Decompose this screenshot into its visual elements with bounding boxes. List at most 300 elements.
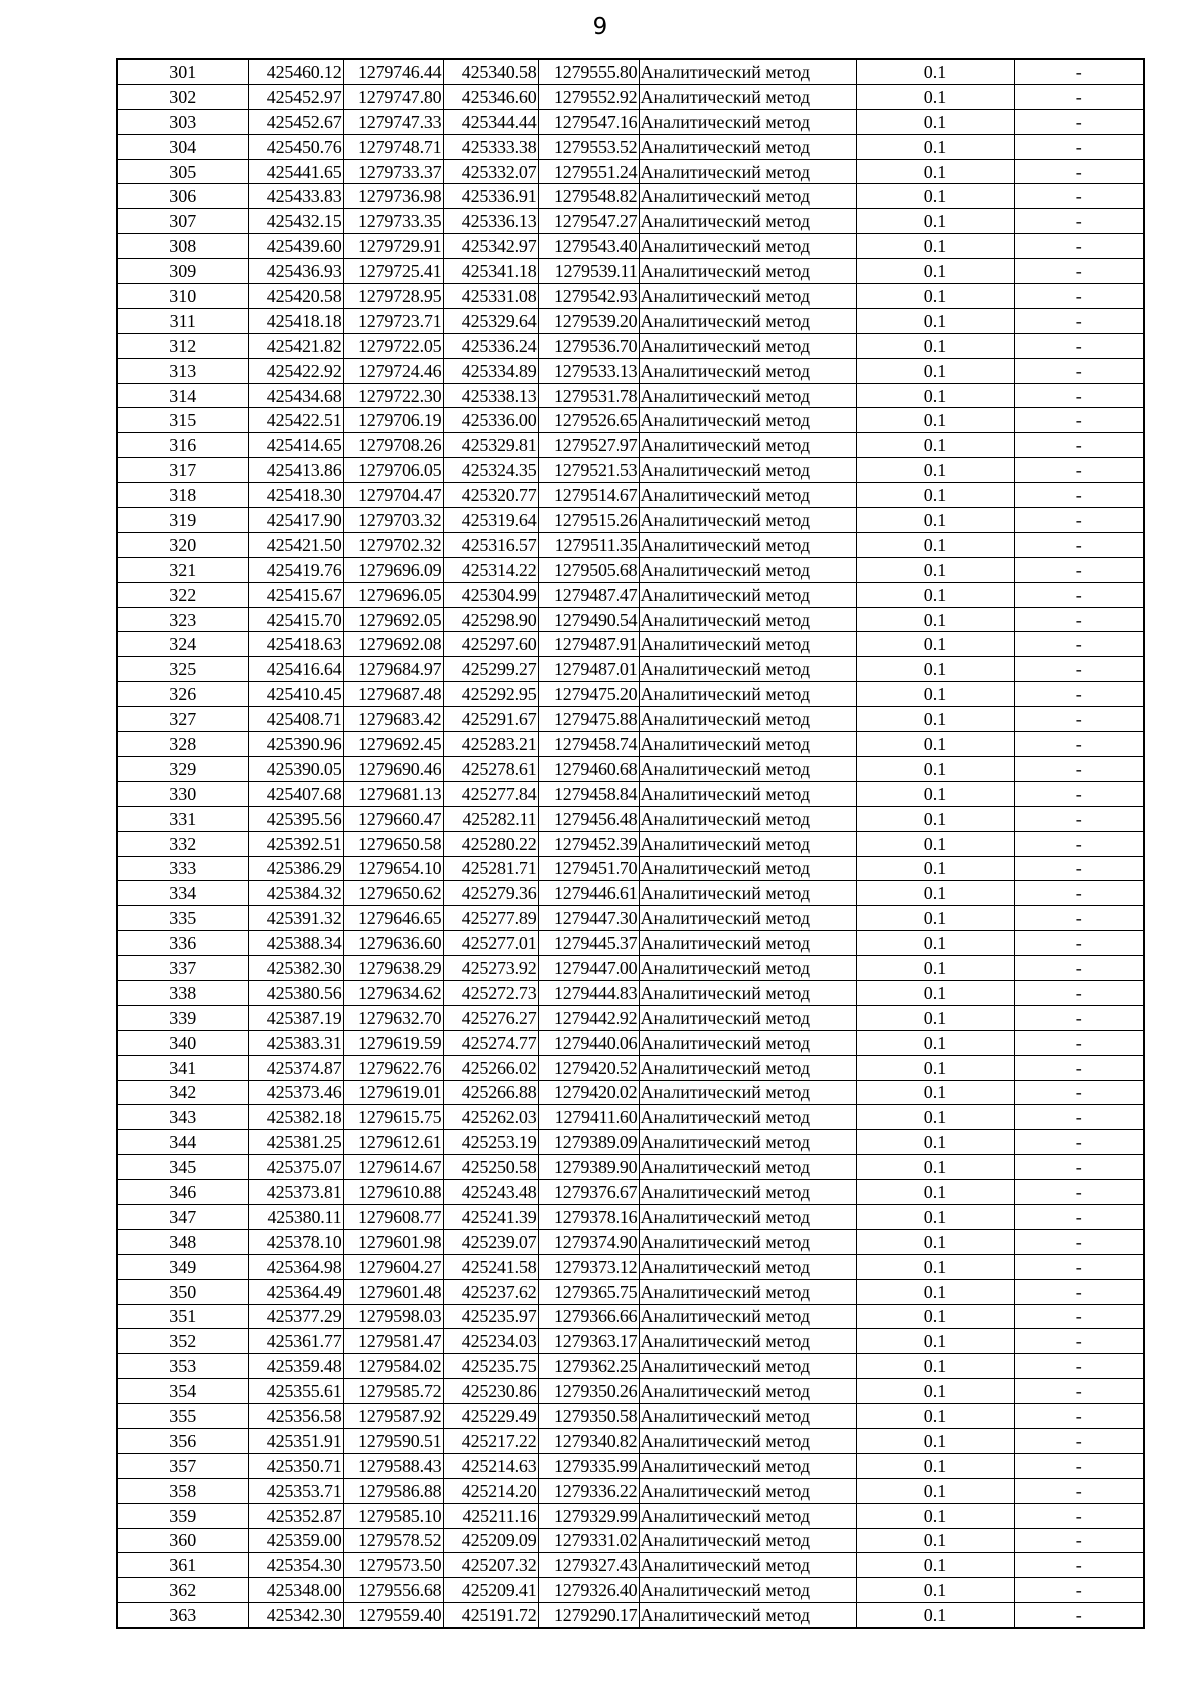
y-old-cell: 1279614.67 [343, 1155, 443, 1180]
y-old-cell: 1279660.47 [343, 806, 443, 831]
note-cell: - [1014, 59, 1144, 84]
note-cell: - [1014, 1478, 1144, 1503]
y-old-cell: 1279692.45 [343, 732, 443, 757]
accuracy-cell: 0.1 [856, 557, 1014, 582]
x-old-cell: 425390.96 [248, 732, 343, 757]
y-new-cell: 1279389.09 [538, 1130, 639, 1155]
x-old-cell: 425418.30 [248, 483, 343, 508]
method-cell: Аналитический метод [639, 1279, 856, 1304]
note-cell: - [1014, 1528, 1144, 1553]
y-old-cell: 1279746.44 [343, 59, 443, 84]
method-cell: Аналитический метод [639, 1304, 856, 1329]
y-new-cell: 1279543.40 [538, 234, 639, 259]
point-number-cell: 346 [117, 1180, 248, 1205]
method-cell: Аналитический метод [639, 806, 856, 831]
x-new-cell: 425320.77 [443, 483, 538, 508]
table-row [117, 1404, 1144, 1429]
point-number-cell: 305 [117, 159, 248, 184]
y-old-cell: 1279708.26 [343, 433, 443, 458]
accuracy-cell: 0.1 [856, 1528, 1014, 1553]
point-number-cell: 318 [117, 483, 248, 508]
accuracy-cell: 0.1 [856, 1379, 1014, 1404]
y-old-cell: 1279615.75 [343, 1105, 443, 1130]
x-new-cell: 425209.41 [443, 1578, 538, 1603]
point-number-cell: 331 [117, 806, 248, 831]
x-old-cell: 425441.65 [248, 159, 343, 184]
point-number-cell: 349 [117, 1254, 248, 1279]
x-new-cell: 425266.02 [443, 1055, 538, 1080]
x-old-cell: 425392.51 [248, 831, 343, 856]
y-old-cell: 1279729.91 [343, 234, 443, 259]
point-number-cell: 342 [117, 1080, 248, 1105]
method-cell: Аналитический метод [639, 308, 856, 333]
note-cell: - [1014, 134, 1144, 159]
y-new-cell: 1279487.47 [538, 582, 639, 607]
y-new-cell: 1279374.90 [538, 1229, 639, 1254]
note-cell: - [1014, 1404, 1144, 1429]
point-number-cell: 329 [117, 756, 248, 781]
x-new-cell: 425341.18 [443, 259, 538, 284]
y-new-cell: 1279526.65 [538, 408, 639, 433]
x-new-cell: 425292.95 [443, 682, 538, 707]
x-old-cell: 425432.15 [248, 209, 343, 234]
y-new-cell: 1279444.83 [538, 980, 639, 1005]
x-new-cell: 425316.57 [443, 532, 538, 557]
method-cell: Аналитический метод [639, 607, 856, 632]
table-row [117, 732, 1144, 757]
note-cell: - [1014, 1130, 1144, 1155]
y-new-cell: 1279411.60 [538, 1105, 639, 1130]
point-number-cell: 326 [117, 682, 248, 707]
table-row [117, 781, 1144, 806]
y-old-cell: 1279638.29 [343, 956, 443, 981]
table-row [117, 433, 1144, 458]
method-cell: Аналитический метод [639, 433, 856, 458]
accuracy-cell: 0.1 [856, 781, 1014, 806]
table-row [117, 881, 1144, 906]
y-new-cell: 1279440.06 [538, 1030, 639, 1055]
note-cell: - [1014, 109, 1144, 134]
point-number-cell: 357 [117, 1453, 248, 1478]
point-number-cell: 307 [117, 209, 248, 234]
y-new-cell: 1279553.52 [538, 134, 639, 159]
y-old-cell: 1279733.37 [343, 159, 443, 184]
method-cell: Аналитический метод [639, 756, 856, 781]
y-old-cell: 1279696.09 [343, 557, 443, 582]
point-number-cell: 345 [117, 1155, 248, 1180]
x-new-cell: 425329.81 [443, 433, 538, 458]
x-new-cell: 425235.75 [443, 1354, 538, 1379]
x-old-cell: 425421.50 [248, 532, 343, 557]
y-new-cell: 1279456.48 [538, 806, 639, 831]
note-cell: - [1014, 931, 1144, 956]
x-old-cell: 425418.63 [248, 632, 343, 657]
x-old-cell: 425421.82 [248, 333, 343, 358]
method-cell: Аналитический метод [639, 1105, 856, 1130]
note-cell: - [1014, 557, 1144, 582]
table-row [117, 1105, 1144, 1130]
accuracy-cell: 0.1 [856, 1428, 1014, 1453]
y-old-cell: 1279747.33 [343, 109, 443, 134]
y-new-cell: 1279475.88 [538, 707, 639, 732]
y-old-cell: 1279608.77 [343, 1204, 443, 1229]
y-old-cell: 1279722.05 [343, 333, 443, 358]
y-new-cell: 1279539.20 [538, 308, 639, 333]
x-new-cell: 425214.63 [443, 1453, 538, 1478]
note-cell: - [1014, 582, 1144, 607]
method-cell: Аналитический метод [639, 906, 856, 931]
y-old-cell: 1279585.72 [343, 1379, 443, 1404]
point-number-cell: 354 [117, 1379, 248, 1404]
point-number-cell: 337 [117, 956, 248, 981]
point-number-cell: 335 [117, 906, 248, 931]
point-number-cell: 303 [117, 109, 248, 134]
accuracy-cell: 0.1 [856, 483, 1014, 508]
y-new-cell: 1279362.25 [538, 1354, 639, 1379]
method-cell: Аналитический метод [639, 483, 856, 508]
y-old-cell: 1279578.52 [343, 1528, 443, 1553]
y-new-cell: 1279533.13 [538, 358, 639, 383]
method-cell: Аналитический метод [639, 707, 856, 732]
point-number-cell: 317 [117, 458, 248, 483]
table-row [117, 1603, 1144, 1628]
note-cell: - [1014, 408, 1144, 433]
x-old-cell: 425418.18 [248, 308, 343, 333]
method-cell: Аналитический метод [639, 931, 856, 956]
method-cell: Аналитический метод [639, 557, 856, 582]
point-number-cell: 313 [117, 358, 248, 383]
y-old-cell: 1279692.05 [343, 607, 443, 632]
y-new-cell: 1279447.30 [538, 906, 639, 931]
table-row [117, 1229, 1144, 1254]
method-cell: Аналитический метод [639, 458, 856, 483]
accuracy-cell: 0.1 [856, 607, 1014, 632]
y-new-cell: 1279327.43 [538, 1553, 639, 1578]
table-row [117, 980, 1144, 1005]
x-new-cell: 425291.67 [443, 707, 538, 732]
accuracy-cell: 0.1 [856, 1105, 1014, 1130]
method-cell: Аналитический метод [639, 234, 856, 259]
y-new-cell: 1279389.90 [538, 1155, 639, 1180]
x-old-cell: 425378.10 [248, 1229, 343, 1254]
method-cell: Аналитический метод [639, 184, 856, 209]
table-row [117, 109, 1144, 134]
method-cell: Аналитический метод [639, 209, 856, 234]
y-new-cell: 1279451.70 [538, 856, 639, 881]
note-cell: - [1014, 1553, 1144, 1578]
x-new-cell: 425214.20 [443, 1478, 538, 1503]
x-old-cell: 425380.56 [248, 980, 343, 1005]
x-old-cell: 425386.29 [248, 856, 343, 881]
y-old-cell: 1279747.80 [343, 84, 443, 109]
y-new-cell: 1279514.67 [538, 483, 639, 508]
note-cell: - [1014, 1304, 1144, 1329]
note-cell: - [1014, 508, 1144, 533]
method-cell: Аналитический метод [639, 1204, 856, 1229]
x-old-cell: 425354.30 [248, 1553, 343, 1578]
note-cell: - [1014, 980, 1144, 1005]
x-old-cell: 425414.65 [248, 433, 343, 458]
y-old-cell: 1279612.61 [343, 1130, 443, 1155]
method-cell: Аналитический метод [639, 408, 856, 433]
x-old-cell: 425342.30 [248, 1603, 343, 1628]
point-number-cell: 348 [117, 1229, 248, 1254]
note-cell: - [1014, 532, 1144, 557]
table-row [117, 1055, 1144, 1080]
note-cell: - [1014, 1453, 1144, 1478]
accuracy-cell: 0.1 [856, 582, 1014, 607]
x-old-cell: 425416.64 [248, 657, 343, 682]
point-number-cell: 325 [117, 657, 248, 682]
table-row [117, 1304, 1144, 1329]
y-new-cell: 1279331.02 [538, 1528, 639, 1553]
accuracy-cell: 0.1 [856, 284, 1014, 309]
y-new-cell: 1279460.68 [538, 756, 639, 781]
note-cell: - [1014, 433, 1144, 458]
accuracy-cell: 0.1 [856, 856, 1014, 881]
x-new-cell: 425241.39 [443, 1204, 538, 1229]
method-cell: Аналитический метод [639, 1578, 856, 1603]
y-old-cell: 1279619.01 [343, 1080, 443, 1105]
method-cell: Аналитический метод [639, 732, 856, 757]
x-new-cell: 425336.24 [443, 333, 538, 358]
x-old-cell: 425361.77 [248, 1329, 343, 1354]
x-new-cell: 425331.08 [443, 284, 538, 309]
x-new-cell: 425241.58 [443, 1254, 538, 1279]
y-new-cell: 1279365.75 [538, 1279, 639, 1304]
x-old-cell: 425415.70 [248, 607, 343, 632]
method-cell: Аналитический метод [639, 134, 856, 159]
method-cell: Аналитический метод [639, 657, 856, 682]
table-row [117, 1379, 1144, 1404]
table-row [117, 532, 1144, 557]
x-new-cell: 425234.03 [443, 1329, 538, 1354]
point-number-cell: 355 [117, 1404, 248, 1429]
y-old-cell: 1279559.40 [343, 1603, 443, 1628]
y-new-cell: 1279420.52 [538, 1055, 639, 1080]
y-old-cell: 1279703.32 [343, 508, 443, 533]
accuracy-cell: 0.1 [856, 1304, 1014, 1329]
y-new-cell: 1279527.97 [538, 433, 639, 458]
note-cell: - [1014, 632, 1144, 657]
y-old-cell: 1279646.65 [343, 906, 443, 931]
note-cell: - [1014, 682, 1144, 707]
x-old-cell: 425420.58 [248, 284, 343, 309]
y-new-cell: 1279442.92 [538, 1005, 639, 1030]
y-old-cell: 1279724.46 [343, 358, 443, 383]
x-new-cell: 425340.58 [443, 59, 538, 84]
y-old-cell: 1279728.95 [343, 284, 443, 309]
x-old-cell: 425375.07 [248, 1155, 343, 1180]
accuracy-cell: 0.1 [856, 1478, 1014, 1503]
table-row [117, 1155, 1144, 1180]
point-number-cell: 309 [117, 259, 248, 284]
accuracy-cell: 0.1 [856, 657, 1014, 682]
note-cell: - [1014, 1354, 1144, 1379]
y-old-cell: 1279706.19 [343, 408, 443, 433]
x-new-cell: 425342.97 [443, 234, 538, 259]
x-old-cell: 425384.32 [248, 881, 343, 906]
table-row [117, 333, 1144, 358]
accuracy-cell: 0.1 [856, 1130, 1014, 1155]
x-new-cell: 425297.60 [443, 632, 538, 657]
y-old-cell: 1279587.92 [343, 1404, 443, 1429]
x-new-cell: 425253.19 [443, 1130, 538, 1155]
table-row [117, 707, 1144, 732]
table-row [117, 557, 1144, 582]
y-new-cell: 1279536.70 [538, 333, 639, 358]
accuracy-cell: 0.1 [856, 1155, 1014, 1180]
note-cell: - [1014, 284, 1144, 309]
note-cell: - [1014, 1055, 1144, 1080]
accuracy-cell: 0.1 [856, 159, 1014, 184]
x-old-cell: 425413.86 [248, 458, 343, 483]
y-old-cell: 1279733.35 [343, 209, 443, 234]
y-new-cell: 1279373.12 [538, 1254, 639, 1279]
table-row [117, 59, 1144, 84]
method-cell: Аналитический метод [639, 1478, 856, 1503]
point-number-cell: 344 [117, 1130, 248, 1155]
y-old-cell: 1279681.13 [343, 781, 443, 806]
accuracy-cell: 0.1 [856, 1180, 1014, 1205]
table-row [117, 1553, 1144, 1578]
x-old-cell: 425408.71 [248, 707, 343, 732]
x-new-cell: 425191.72 [443, 1603, 538, 1628]
method-cell: Аналитический метод [639, 881, 856, 906]
note-cell: - [1014, 383, 1144, 408]
y-old-cell: 1279684.97 [343, 657, 443, 682]
note-cell: - [1014, 1279, 1144, 1304]
x-old-cell: 425359.48 [248, 1354, 343, 1379]
point-number-cell: 312 [117, 333, 248, 358]
note-cell: - [1014, 1229, 1144, 1254]
method-cell: Аналитический метод [639, 1254, 856, 1279]
x-new-cell: 425239.07 [443, 1229, 538, 1254]
y-old-cell: 1279723.71 [343, 308, 443, 333]
x-old-cell: 425439.60 [248, 234, 343, 259]
note-cell: - [1014, 259, 1144, 284]
point-number-cell: 304 [117, 134, 248, 159]
note-cell: - [1014, 1180, 1144, 1205]
accuracy-cell: 0.1 [856, 84, 1014, 109]
x-new-cell: 425262.03 [443, 1105, 538, 1130]
y-old-cell: 1279650.62 [343, 881, 443, 906]
accuracy-cell: 0.1 [856, 308, 1014, 333]
note-cell: - [1014, 333, 1144, 358]
accuracy-cell: 0.1 [856, 1229, 1014, 1254]
coordinates-table [116, 58, 1145, 1629]
point-number-cell: 361 [117, 1553, 248, 1578]
table-row [117, 831, 1144, 856]
x-new-cell: 425283.21 [443, 732, 538, 757]
y-old-cell: 1279736.98 [343, 184, 443, 209]
accuracy-cell: 0.1 [856, 408, 1014, 433]
y-new-cell: 1279366.66 [538, 1304, 639, 1329]
accuracy-cell: 0.1 [856, 707, 1014, 732]
y-old-cell: 1279632.70 [343, 1005, 443, 1030]
method-cell: Аналитический метод [639, 59, 856, 84]
x-old-cell: 425395.56 [248, 806, 343, 831]
note-cell: - [1014, 756, 1144, 781]
accuracy-cell: 0.1 [856, 259, 1014, 284]
accuracy-cell: 0.1 [856, 1005, 1014, 1030]
x-old-cell: 425364.49 [248, 1279, 343, 1304]
note-cell: - [1014, 856, 1144, 881]
x-old-cell: 425433.83 [248, 184, 343, 209]
table-row [117, 1428, 1144, 1453]
x-old-cell: 425450.76 [248, 134, 343, 159]
y-old-cell: 1279636.60 [343, 931, 443, 956]
point-number-cell: 319 [117, 508, 248, 533]
method-cell: Аналитический метод [639, 1155, 856, 1180]
x-new-cell: 425334.89 [443, 358, 538, 383]
point-number-cell: 341 [117, 1055, 248, 1080]
note-cell: - [1014, 1155, 1144, 1180]
table-row [117, 259, 1144, 284]
x-new-cell: 425274.77 [443, 1030, 538, 1055]
y-old-cell: 1279586.88 [343, 1478, 443, 1503]
page-number: 9 [592, 14, 608, 40]
x-old-cell: 425353.71 [248, 1478, 343, 1503]
accuracy-cell: 0.1 [856, 458, 1014, 483]
method-cell: Аналитический метод [639, 159, 856, 184]
accuracy-cell: 0.1 [856, 956, 1014, 981]
note-cell: - [1014, 458, 1144, 483]
table-row [117, 408, 1144, 433]
point-number-cell: 336 [117, 931, 248, 956]
x-new-cell: 425217.22 [443, 1428, 538, 1453]
y-old-cell: 1279650.58 [343, 831, 443, 856]
x-old-cell: 425380.11 [248, 1204, 343, 1229]
point-number-cell: 350 [117, 1279, 248, 1304]
method-cell: Аналитический метод [639, 1030, 856, 1055]
table-row [117, 358, 1144, 383]
y-new-cell: 1279487.01 [538, 657, 639, 682]
x-new-cell: 425278.61 [443, 756, 538, 781]
method-cell: Аналитический метод [639, 109, 856, 134]
x-old-cell: 425377.29 [248, 1304, 343, 1329]
y-old-cell: 1279601.98 [343, 1229, 443, 1254]
table-row [117, 906, 1144, 931]
x-new-cell: 425346.60 [443, 84, 538, 109]
table-row [117, 806, 1144, 831]
note-cell: - [1014, 881, 1144, 906]
accuracy-cell: 0.1 [856, 682, 1014, 707]
y-new-cell: 1279329.99 [538, 1503, 639, 1528]
y-new-cell: 1279458.84 [538, 781, 639, 806]
x-old-cell: 425407.68 [248, 781, 343, 806]
point-number-cell: 322 [117, 582, 248, 607]
table-row [117, 1080, 1144, 1105]
point-number-cell: 334 [117, 881, 248, 906]
x-old-cell: 425452.97 [248, 84, 343, 109]
method-cell: Аналитический метод [639, 1005, 856, 1030]
x-old-cell: 425387.19 [248, 1005, 343, 1030]
y-new-cell: 1279363.17 [538, 1329, 639, 1354]
note-cell: - [1014, 806, 1144, 831]
note-cell: - [1014, 607, 1144, 632]
table-row [117, 1528, 1144, 1553]
x-new-cell: 425277.89 [443, 906, 538, 931]
y-old-cell: 1279722.30 [343, 383, 443, 408]
y-old-cell: 1279622.76 [343, 1055, 443, 1080]
x-old-cell: 425364.98 [248, 1254, 343, 1279]
table-row [117, 1354, 1144, 1379]
note-cell: - [1014, 1329, 1144, 1354]
x-new-cell: 425276.27 [443, 1005, 538, 1030]
table-row [117, 134, 1144, 159]
x-old-cell: 425373.81 [248, 1180, 343, 1205]
